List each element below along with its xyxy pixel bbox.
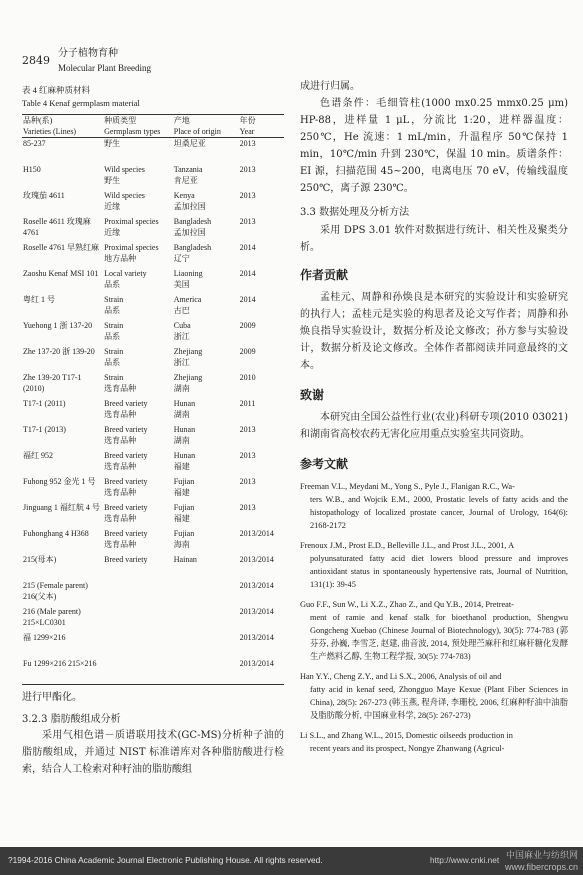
germplasm-type-cell xyxy=(103,424,173,450)
germplasm-type-text: Wild species xyxy=(104,191,145,200)
origin-cell xyxy=(173,606,239,632)
variety-cell: H150 xyxy=(23,165,41,174)
table-row xyxy=(22,450,284,476)
paragraph-acknowledgements: 本研究由全国公益性行业(农业)科研专项(2010 03021)和湖南省高校农药无害化应用重点实验室共同资助。 xyxy=(300,412,568,440)
germplasm-type-text: Strain xyxy=(104,295,124,304)
variety-cell: Zhe 139-20 T17-1 (2010) xyxy=(23,373,82,393)
header-cell: 年份 xyxy=(239,115,284,127)
origin-text: 福建 xyxy=(173,514,190,523)
header-cell: Varieties (Lines) xyxy=(22,126,103,138)
germplasm-type-cell xyxy=(103,164,173,190)
origin-text: 浙江 xyxy=(173,358,190,367)
variety-cell: 粤红 1 号 xyxy=(23,295,55,304)
year-cell: 2013/2014 xyxy=(239,581,274,590)
germplasm-type-cell xyxy=(103,242,173,268)
germplasm-type-text: 野生 xyxy=(104,176,121,185)
germplasm-type-cell xyxy=(103,528,173,554)
origin-text: 肯尼亚 xyxy=(173,176,198,185)
origin-text: Hunan xyxy=(173,451,196,460)
origin-cell xyxy=(173,632,239,658)
germplasm-type-text: 选育品种 xyxy=(104,462,137,471)
origin-cell xyxy=(173,502,239,528)
germplasm-type-text: Strain xyxy=(104,321,124,330)
year-cell: 2013 xyxy=(239,477,256,486)
footer-bar xyxy=(0,847,583,875)
origin-text: Fujian xyxy=(173,477,195,486)
reference-first-line: Han Y.Y., Cheng Z.Y., and Li S.X., 2006, Analysis of oil and xyxy=(300,672,502,681)
journal-title-cn: 分子植物育种 xyxy=(58,48,118,59)
germplasm-type-text: 近缘 xyxy=(104,202,121,211)
reference-continuation: recent years and its prospect, Nongye Zhanwang (Agricul- xyxy=(310,744,505,753)
origin-text: Bangladesh xyxy=(173,243,212,252)
germplasm-type-text: 近缘 xyxy=(104,228,121,237)
germplasm-type-text: Local variety xyxy=(104,269,147,278)
reference-item xyxy=(300,539,568,591)
origin-cell xyxy=(173,580,239,606)
germplasm-type-text: Strain xyxy=(104,373,124,382)
germplasm-type-text: 选育品种 xyxy=(104,410,137,419)
heading-author-contributions: 作者贡献 xyxy=(300,268,349,282)
cnki-link[interactable]: http://www.cnki.net xyxy=(430,855,500,865)
left-column xyxy=(22,84,284,778)
germplasm-type-cell xyxy=(103,294,173,320)
germplasm-type-text: Proximal species xyxy=(104,243,159,252)
variety-cell: T17-1 (2013) xyxy=(23,425,66,434)
reference-item xyxy=(300,729,568,755)
year-cell: 2013 xyxy=(239,139,256,148)
section-heading-3-3: 3.3 数据处理及分析方法 xyxy=(300,207,410,218)
origin-text: Liaoning xyxy=(173,269,203,278)
reference-continuation: ment of ramie and kenaf stalk for bioethanol production, Shengwu Gongcheng Xuebao (Chinese Journal of Biotechnology), 30(5): 774-783 (郭芬芬, 孙巍, 李雪芝, 赵建, 曲音波, 2014, 预处理苎麻秆和红麻秆糖化发酵生产燃料乙醇, 生物工程学报, 30(5): 774-783) xyxy=(310,613,568,661)
germplasm-type-text: Breed variety xyxy=(104,503,148,512)
germplasm-type-cell xyxy=(103,138,173,165)
table-row xyxy=(22,216,284,242)
germplasm-type-cell xyxy=(103,606,173,632)
reference-item xyxy=(300,670,568,722)
table-row xyxy=(22,502,284,528)
table-body xyxy=(22,138,284,685)
germplasm-type-cell xyxy=(103,268,173,294)
table-row xyxy=(22,164,284,190)
germplasm-type-text: Breed variety xyxy=(104,425,148,434)
germplasm-type-cell xyxy=(103,554,173,580)
origin-cell xyxy=(173,190,239,216)
table-header-row-cn xyxy=(22,115,284,127)
variety-cell: Roselle 4611 玫瑰麻 4761 xyxy=(23,217,91,237)
germplasm-type-cell xyxy=(103,190,173,216)
year-cell: 2014 xyxy=(239,243,256,252)
germplasm-type-text: Breed variety xyxy=(104,451,148,460)
origin-text: 湖南 xyxy=(173,436,190,445)
origin-text: Hainan xyxy=(173,555,197,564)
germplasm-type-cell xyxy=(103,398,173,424)
origin-text: Zhejiang xyxy=(173,347,203,356)
watermark-text: 中国麻业与纺织网 www.fibercrops.cn xyxy=(504,850,578,872)
germplasm-type-text: Breed variety xyxy=(104,555,148,564)
germplasm-type-cell xyxy=(103,476,173,502)
germplasm-type-text: 野生 xyxy=(104,139,121,148)
page-number: 2849 xyxy=(22,54,50,67)
germplasm-type-text: 选育品种 xyxy=(104,436,137,445)
year-cell: 2013/2014 xyxy=(239,555,274,564)
header-cell: Germplasm types xyxy=(103,126,173,138)
table-row xyxy=(22,632,284,658)
table-row xyxy=(22,372,284,398)
paragraph-chromatography: 色谱条件：毛细管柱(1000 mx0.25 mmx0.25 μm) HP-88，进样量 1 μL，分流比 1:20，进样器温度：250℃，He 流速：1 mL/min，升温程序 50℃保持 1 min，10℃/min 升到 230℃，保温 10 min。质谱条件：EI 源，扫描范围 45~200，电离电压 70 eV，传输线温度 250℃，离子源 230℃。 xyxy=(300,98,568,194)
year-cell: 2011 xyxy=(239,399,256,408)
table-row xyxy=(22,242,284,268)
origin-text: Fujian xyxy=(173,529,195,538)
reference-item xyxy=(300,480,568,532)
year-cell: 2010 xyxy=(239,373,256,382)
origin-text: 古巴 xyxy=(173,306,190,315)
origin-cell xyxy=(173,346,239,372)
origin-text: America xyxy=(173,295,202,304)
table-row xyxy=(22,554,284,580)
variety-cell: Zhe 137-20 浙 139-20 xyxy=(23,347,95,356)
germplasm-type-cell xyxy=(103,450,173,476)
germplasm-type-cell xyxy=(103,372,173,398)
germplasm-type-cell xyxy=(103,632,173,658)
header-cell: 品种(系) xyxy=(22,115,103,127)
origin-cell xyxy=(173,450,239,476)
variety-cell: 福 1299×216 xyxy=(23,633,66,642)
variety-cell: 福红 952 xyxy=(23,451,53,460)
germplasm-type-text: 选育品种 xyxy=(104,540,137,549)
journal-title-en: Molecular Plant Breeding xyxy=(58,63,151,73)
paragraph-3-2-3: 采用气相色谱－质谱联用技术(GC-MS)分析种子油的脂肪酸组成，并通过 NIST 标准谱库对各种脂肪酸进行检索，结合人工检索对种籽油的脂肪酸组 xyxy=(22,730,284,775)
table-caption-cn: 表 4 红麻种质材料 xyxy=(22,85,91,95)
germplasm-type-text: Proximal species xyxy=(104,217,159,226)
origin-cell xyxy=(173,424,239,450)
germplasm-type-cell xyxy=(103,346,173,372)
reference-continuation: polyunsaturated fatty acid diet lowers blood pressure and improves antioxidant status in spontaneously hypertensive rats, Journal of Nutrition, 131(1): 39-45 xyxy=(310,554,568,589)
paragraph-author-contributions: 孟桂元、周静和孙焕良是本研究的实验设计和实验研究的执行人；孟桂元是实验的构思者及论文写作者；周静和孙焕良指导实验设计，数据分析及论文修改；孙方参与实验设计，数据分析及论文修改。全体作者都阅读并同意最终的文本。 xyxy=(300,292,568,371)
year-cell: 2013/2014 xyxy=(239,658,284,685)
table-row xyxy=(22,528,284,554)
origin-cell xyxy=(173,320,239,346)
origin-text: 福建 xyxy=(173,462,190,471)
paragraph-continued: 成进行归属。 xyxy=(300,81,360,92)
origin-text: Hunan xyxy=(173,425,196,434)
year-cell: 2013/2014 xyxy=(239,607,274,616)
origin-text: 坦桑尼亚 xyxy=(173,139,206,148)
table-row xyxy=(22,346,284,372)
germplasm-type-text: 选育品种 xyxy=(104,384,137,393)
year-cell: 2009 xyxy=(239,347,256,356)
germplasm-table xyxy=(22,114,284,685)
origin-text: 孟加拉国 xyxy=(173,202,206,211)
year-cell: 2013 xyxy=(239,165,256,174)
origin-text: Hunan xyxy=(173,399,196,408)
germplasm-type-cell xyxy=(103,216,173,242)
year-cell: 2013 xyxy=(239,451,256,460)
germplasm-type-text: Breed variety xyxy=(104,477,148,486)
origin-text: Zhejiang xyxy=(173,373,203,382)
origin-text: 美国 xyxy=(173,280,190,289)
reference-item xyxy=(300,598,568,663)
year-cell: 2013 xyxy=(239,425,256,434)
table-row xyxy=(22,476,284,502)
header-cell: 产地 xyxy=(173,115,239,127)
year-cell: 2013 xyxy=(239,217,256,226)
germplasm-type-text: 品系 xyxy=(104,306,121,315)
copyright-text: ?1994-2016 China Academic Journal Electronic Publishing House. All rights reserved. xyxy=(8,855,323,865)
section-heading-3-2-3: 3.2.3 脂肪酸组成分析 xyxy=(22,714,121,725)
table-row xyxy=(22,294,284,320)
germplasm-type-text: Breed variety xyxy=(104,399,148,408)
year-cell: 2014 xyxy=(239,269,256,278)
reference-first-line: Freeman V.L., Meydani M., Yong S., Pyle J., Flanigan R.C., Wa- xyxy=(300,482,515,491)
variety-cell: 215(母本) xyxy=(23,555,57,564)
table-row xyxy=(22,190,284,216)
right-column xyxy=(300,78,568,762)
variety-cell: Fu 1299×216 215×216 xyxy=(22,658,103,685)
variety-cell: T17-1 (2011) xyxy=(23,399,66,408)
germplasm-type-text: 地方品种 xyxy=(104,254,137,263)
origin-text: 湖南 xyxy=(173,384,190,393)
table-row xyxy=(22,398,284,424)
reference-first-line: Frenoux J.M., Prost E.D., Belleville J.L., and Prost J.L., 2001, A xyxy=(300,541,515,550)
germplasm-type-cell xyxy=(103,502,173,528)
germplasm-type-text: 选育品种 xyxy=(104,488,137,497)
table-caption-en: Table 4 Kenaf germplasm material xyxy=(22,98,140,108)
paragraph-end: 进行甲酯化。 xyxy=(22,692,82,703)
germplasm-type-cell xyxy=(103,320,173,346)
germplasm-type-text: 品系 xyxy=(104,358,121,367)
table-row xyxy=(22,138,284,165)
origin-text: 湖南 xyxy=(173,410,190,419)
germplasm-type-text: 品系 xyxy=(104,332,121,341)
table-row xyxy=(22,580,284,606)
variety-cell: Roselle 4761 早熟红麻 xyxy=(23,243,99,252)
origin-text: 海南 xyxy=(173,540,190,549)
reference-continuation: ters W.B., and Wojcik E.M., 2000, Prostatic levels of fatty acids and the histopathology of localized prostate cancer, Journal of Urology, 164(6): 2168-2172 xyxy=(310,495,568,530)
heading-acknowledgements: 致谢 xyxy=(300,388,325,402)
year-cell: 2014 xyxy=(239,295,256,304)
origin-text: Tanzania xyxy=(173,165,203,174)
paragraph-3-3: 采用 DPS 3.01 软件对数据进行统计、相关性及聚类分析。 xyxy=(300,225,568,253)
germplasm-type-text: 品系 xyxy=(104,280,121,289)
year-cell: 2013/2014 xyxy=(239,633,274,642)
germplasm-type-cell xyxy=(103,658,173,685)
origin-text: 福建 xyxy=(173,488,190,497)
origin-cell xyxy=(173,242,239,268)
variety-cell: Yuehong 1 浙 137-20 xyxy=(23,321,93,330)
reference-list xyxy=(300,480,568,755)
origin-cell xyxy=(173,554,239,580)
origin-text: 辽宁 xyxy=(173,254,190,263)
origin-cell xyxy=(173,476,239,502)
origin-cell xyxy=(173,372,239,398)
origin-text: Fujian xyxy=(173,503,195,512)
origin-cell xyxy=(173,138,239,165)
header-cell: Place of origin xyxy=(173,126,239,138)
germplasm-type-text: Wild species xyxy=(104,165,145,174)
variety-cell: 85-237 xyxy=(23,139,46,148)
variety-cell: 215 (Female parent) 216(父本) xyxy=(23,581,88,601)
header-cell: 种质类型 xyxy=(103,115,173,127)
table-row xyxy=(22,424,284,450)
origin-text: Bangladesh xyxy=(173,217,212,226)
variety-cell: Jinguang 1 福红航 4 号 xyxy=(23,503,100,512)
origin-cell xyxy=(173,398,239,424)
germplasm-type-text: Breed variety xyxy=(104,529,148,538)
year-cell: 2013 xyxy=(239,503,256,512)
origin-cell xyxy=(173,268,239,294)
heading-references: 参考文献 xyxy=(300,457,349,471)
origin-cell xyxy=(173,216,239,242)
variety-cell: Fuhonghang 4 H368 xyxy=(23,529,89,538)
germplasm-type-text: 选育品种 xyxy=(104,514,137,523)
reference-first-line: Li S.L., and Zhang W.L., 2015, Domestic oilseeds production in xyxy=(300,731,513,740)
origin-cell xyxy=(173,658,239,685)
header-cell: Year xyxy=(239,126,284,138)
table-row xyxy=(22,606,284,632)
year-cell: 2009 xyxy=(239,321,256,330)
table-row xyxy=(22,320,284,346)
reference-continuation: fatty acid in kenaf seed, Zhongguo Maye Kexue (Plant Fiber Sciences in China), 28(5): 267-273 (韩玉燕, 程舟译, 李珊校, 2006, 红麻种籽油中油脂及脂肪酸分析, 中国麻业科学, 28(5): 267-273) xyxy=(310,685,568,720)
year-cell: 2013/2014 xyxy=(239,529,274,538)
year-cell: 2013 xyxy=(239,191,256,200)
origin-cell xyxy=(173,164,239,190)
table-row xyxy=(22,658,284,685)
origin-text: Kenya xyxy=(173,191,195,200)
table-header-row-en xyxy=(22,126,284,138)
reference-first-line: Guo F.F., Sun W., Li X.Z., Zhao Z., and Qu Y.B., 2014, Pretreat- xyxy=(300,600,514,609)
origin-text: 孟加拉国 xyxy=(173,228,206,237)
origin-cell xyxy=(173,294,239,320)
origin-text: Cuba xyxy=(173,321,191,330)
germplasm-type-text: Strain xyxy=(104,347,124,356)
germplasm-type-cell xyxy=(103,580,173,606)
variety-cell: 玫瑰茄 4611 xyxy=(23,191,65,200)
variety-cell: Zaoshu Kenaf MSI 101 xyxy=(23,269,99,278)
variety-cell: Fuhong 952 金光 1 号 xyxy=(23,477,96,486)
table-row xyxy=(22,268,284,294)
origin-text: 浙江 xyxy=(173,332,190,341)
origin-cell xyxy=(173,528,239,554)
variety-cell: 216 (Male parent) 215×LC0301 xyxy=(23,607,81,627)
